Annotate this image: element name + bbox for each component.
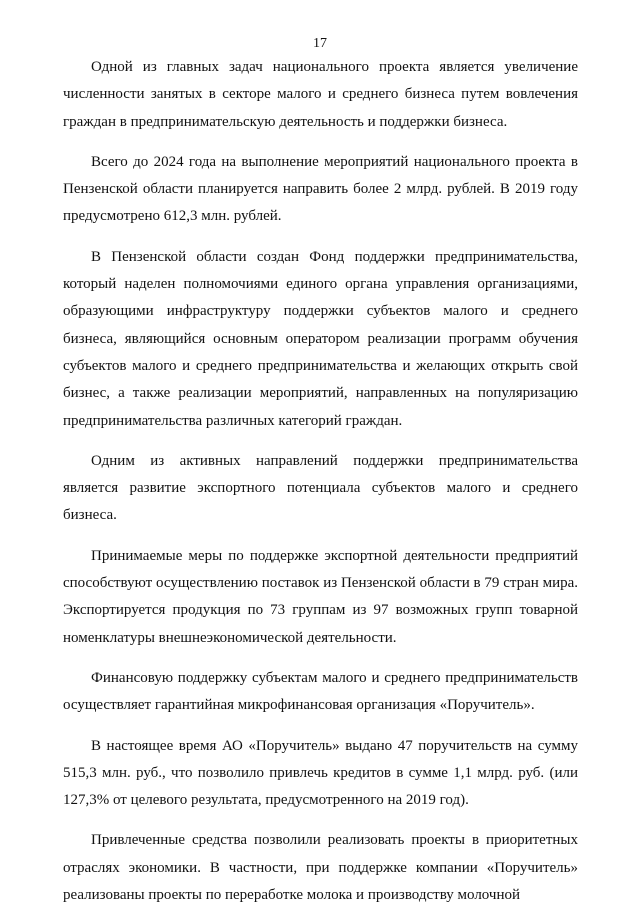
body-text: [63, 54, 578, 922]
paragraph-financial-support: Финансовую поддержку субъектам малого и среднего предпринимательств осуществляет гарантийная микрофинансовая организация «Поручитель».: [63, 669, 578, 714]
page-number: 17: [313, 36, 327, 51]
paragraph-priority-projects: Привлеченные средства позволили реализовать проекты в приоритетных отраслях экономики. В частности, при поддержке компании «Поручитель» реализованы проекты по переработке молока и производству молочной: [63, 832, 578, 904]
paragraph-support-fund: В Пензенской области создан Фонд поддержки предпринимательства, который наделен полномочиями единого органа управления организациями, образующими инфраструктуру поддержки субъектов малого и среднего бизнеса, являющийся основным оператором реализации программ обучения субъектов малого и среднего предпринимательства и желающих открыть свой бизнес, а также реализации мероприятий, направленных на популяризацию предпринимательства различных категорий граждан.: [63, 248, 578, 429]
paragraph-funding: Всего до 2024 года на выполнение мероприятий национального проекта в Пензенской области планируется направить более 2 млрд. рублей. В 2019 году предусмотрено 612,3 млн. рублей.: [63, 153, 578, 225]
paragraph-guarantees: В настоящее время АО «Поручитель» выдано 47 поручительств на сумму 515,3 млн. руб., что позволило привлечь кредитов в сумме 1,1 млрд. руб. (или 127,3% от целевого результата, предусмотренного на 2019 год).: [63, 737, 578, 809]
paragraph-export-measures: Принимаемые меры по поддержке экспортной деятельности предприятий способствуют осуществлению поставок из Пензенской области в 79 стран мира. Экспортируется продукция по 73 группам из 97 возможных групп товарной номенклатуры внешнеэкономической деятельности.: [63, 547, 578, 646]
paragraph-national-project-goal: Одной из главных задач национального проекта является увеличение численности занятых в секторе малого и среднего бизнеса путем вовлечения граждан в предпринимательскую деятельность и поддержки бизнеса.: [63, 59, 578, 130]
paragraph-export-potential: Одним из активных направлений поддержки предпринимательства является развитие экспортного потенциала субъектов малого и среднего бизнеса.: [63, 452, 578, 524]
